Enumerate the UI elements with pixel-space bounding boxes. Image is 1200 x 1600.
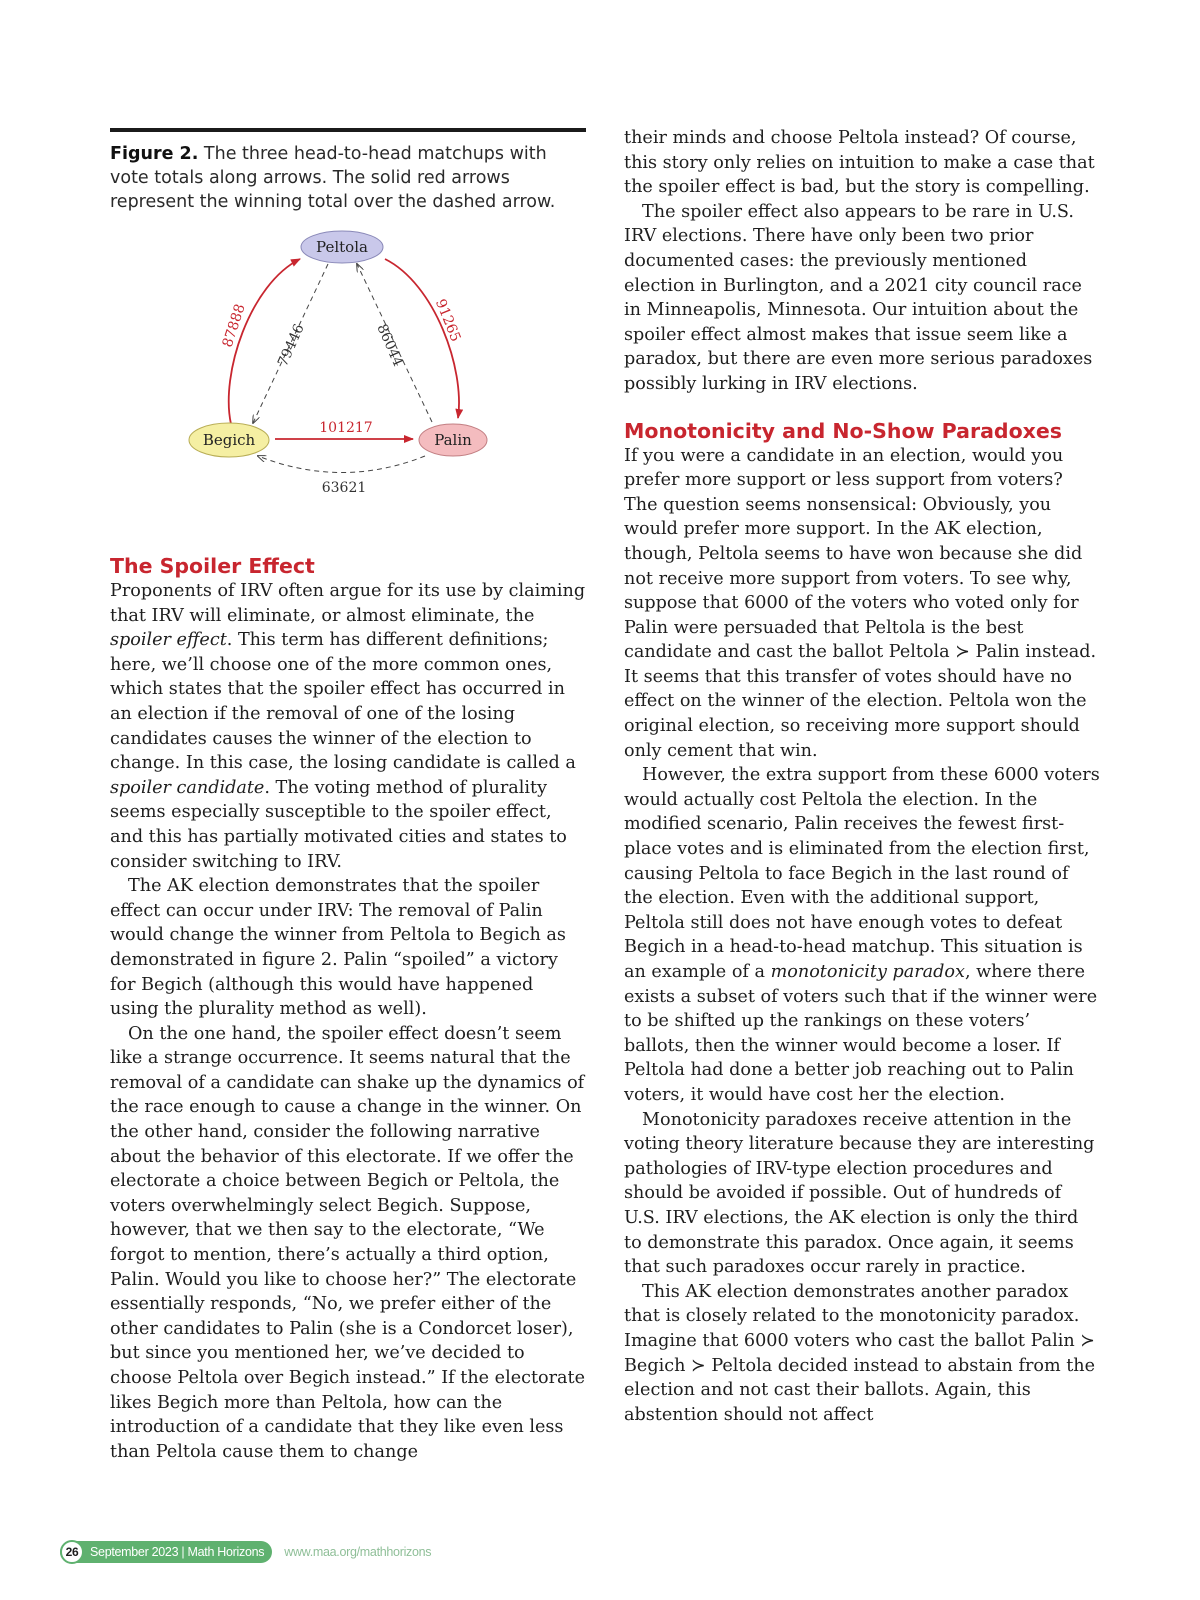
paragraph: However, the extra support from these 6000 voters would actually cost Peltola the election. In the modified scenario, Palin receives the fewest first-place votes and is eliminated from the election first, causing Peltola to face Begich in the last round of the election. Even with the additional support, Peltola still does not have enough votes to defeat Begich in a head-to-head matchup. This situation is an example of a monotonicity paradox, where there exists a subset of voters such that if the winner were to be shifted up the rankings on these voters’ ballots, then the winner would become a loser. If Peltola had done a better job reaching out to Palin voters, it would have cost her the election. bbox=[624, 765, 1100, 1105]
label-peltola-to-begich: 79446 bbox=[274, 321, 308, 369]
head-to-head-diagram bbox=[110, 224, 586, 554]
paragraph: This AK election demonstrates another paradox that is closely related to the monotonicity paradox. Imagine that 6000 voters who cast the ballot Palin ≻ Begich ≻ Peltola decided instead to abstain from the election and not cast their ballots. Again, this abstention should not affect bbox=[624, 1281, 1096, 1425]
node-palin-label: Palin bbox=[434, 431, 472, 449]
paragraph: Proponents of IRV often argue for its use by claiming that IRV will eliminate, or almost eliminate, the spoiler effect. This term has different definitions; here, we’ll choose one of the more common ones, which states that the spoiler effect has occurred in an election if the removal of one of the losing candidates causes the winner of the election to change. In this case, the losing candidate is called a spoiler candidate. The voting method of plurality seems especially susceptible to the spoiler effect, and this has partially motivated cities and states to consider switching to IRV. bbox=[110, 581, 586, 872]
heading-spoiler-effect: The Spoiler Effect bbox=[110, 554, 315, 578]
label-begich-to-palin: 101217 bbox=[319, 420, 373, 436]
paragraph: Monotonicity paradoxes receive attention in the voting theory literature because they are interesting pathologies of IRV-type election procedures and should be avoided if possible. Out of hundreds of U.S. IRV elections, the AK election is only the third to demonstrate this paradox. Once again, it seems that such paradoxes occur rarely in practice. bbox=[624, 1109, 1095, 1278]
label-peltola-to-palin: 91265 bbox=[431, 296, 464, 345]
paragraph: their minds and choose Peltola instead? Of course, this story only relies on intuition to make a case that the spoiler effect is bad, but the story is compelling. bbox=[624, 128, 1095, 198]
page-number: 26 bbox=[60, 1540, 84, 1564]
edge-palin-to-begich bbox=[258, 456, 425, 473]
right-column bbox=[624, 126, 1100, 1427]
label-palin-to-peltola: 86044 bbox=[373, 321, 407, 369]
label-begich-to-peltola: 87888 bbox=[219, 302, 249, 350]
paragraph: On the one hand, the spoiler effect doesn’t seem like a strange occurrence. It seems natural that the removal of a candidate can shake up the dynamics of the race enough to cause a change in the winner. On the other hand, consider the following narrative about the behavior of this electorate. If we offer the electorate a choice between Begich or Peltola, the voters overwhelmingly select Begich. Suppose, however, that we then say to the electorate, “We forgot to mention, there’s actually a third option, Palin. Would you like to choose her?” The electorate essentially responds, “No, we prefer either of the other candidates to Palin (she is a Condorcet loser), but since you mentioned her, we’ve decided to choose Peltola over Begich instead.” If the electorate likes Begich more than Peltola, how can the introduction of a candidate that they like even less than Peltola cause them to change bbox=[110, 1023, 586, 1462]
figure-rule bbox=[110, 128, 586, 132]
node-peltola-label: Peltola bbox=[316, 238, 368, 256]
page-footer bbox=[60, 1541, 431, 1563]
paragraph: The AK election demonstrates that the spoiler effect can occur under IRV: The removal of Palin would change the winner from Peltola to Begich as demonstrated in figure 2. Palin “spoiled” a victory for Begich (although this would have happened using the plurality method as well). bbox=[110, 876, 566, 1020]
footer-pill bbox=[60, 1541, 272, 1563]
left-column bbox=[110, 128, 586, 1464]
footer-url: www.maa.org/mathhorizons bbox=[284, 1545, 432, 1559]
figure-label: Figure 2. bbox=[110, 144, 199, 164]
figure-caption: Figure 2. The three head-to-head matchups with vote totals along arrows. The solid red arrows represent the winning total over the dashed arrow. bbox=[110, 144, 556, 212]
label-palin-to-begich: 63621 bbox=[321, 480, 367, 496]
issue-label: September 2023 | Math Horizons bbox=[90, 1545, 265, 1559]
heading-monotonicity: Monotonicity and No-Show Paradoxes bbox=[624, 418, 1062, 443]
node-begich-label: Begich bbox=[202, 431, 256, 449]
paragraph: If you were a candidate in an election, would you prefer more support or less support from voters? The question seems nonsensical: Obviously, you would prefer more support. In the AK election, though, Peltola seems to have won because she did not receive more support from voters. To see why, suppose that 6000 of the voters who voted only for Palin were persuaded that Peltola is the best candidate and cast the ballot Peltola ≻ Palin instead. It seems that this transfer of votes should have no effect on the winner of the election. Peltola won the original election, so receiving more support should only cement that win. bbox=[624, 445, 1097, 761]
paragraph: The spoiler effect also appears to be rare in U.S. IRV elections. There have only been two prior documented cases: the previously mentioned election in Burlington, and a 2021 city council race in Minneapolis, Minnesota. Our intuition about the spoiler effect almost makes that issue seem like a paradox, but there are even more serious paradoxes possibly lurking in IRV elections. bbox=[624, 201, 1093, 394]
